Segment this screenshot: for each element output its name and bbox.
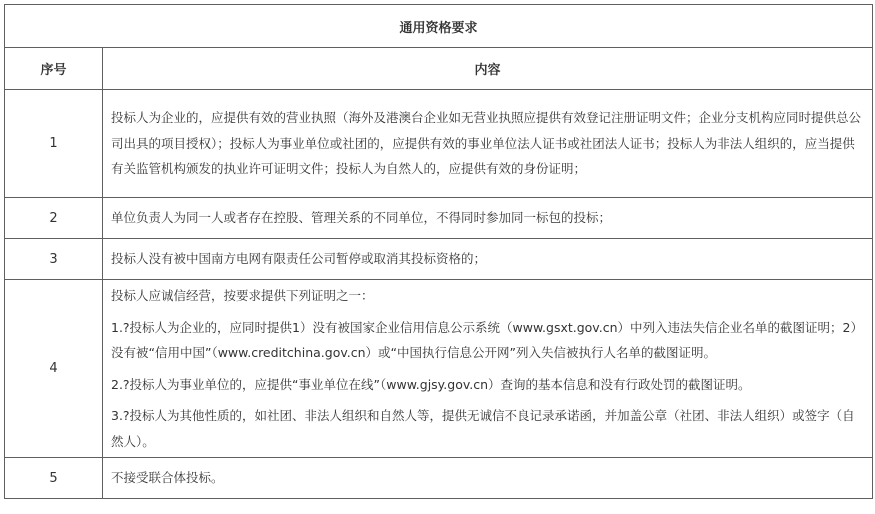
column-header-content: 内容 xyxy=(103,48,873,90)
row-content xyxy=(103,280,873,458)
row-number: 1 xyxy=(5,90,103,198)
row-content xyxy=(103,458,873,499)
table-title: 通用资格要求 xyxy=(5,5,873,48)
row-paragraph: 单位负责人为同一人或者存在控股、管理关系的不同单位，不得同时参加同一标包的投标； xyxy=(111,210,612,226)
row-content xyxy=(103,198,873,239)
row-number: 4 xyxy=(5,280,103,458)
row-paragraph: 不接受联合体投标。 xyxy=(111,470,224,486)
qualification-table xyxy=(4,4,873,499)
table-row xyxy=(5,239,873,280)
row-number: 2 xyxy=(5,198,103,239)
row-content xyxy=(103,90,873,198)
table-header-row xyxy=(5,48,873,90)
table-row xyxy=(5,280,873,458)
table-row xyxy=(5,198,873,239)
row-paragraph: 投标人应诚信经营，按要求提供下列证明之一： xyxy=(111,288,374,303)
row-paragraph: 投标人为企业的，应提供有效的营业执照（海外及港澳台企业如无营业执照应提供有效登记注册证明文件；企业分支机构应同时提供总公司出具的项目授权）；投标人为事业单位或社团的，应提供有效的事业单位法人证书或社团法人证书；投标人为非法人组织的，应当提供有关监管机构颁发的执业许可证明文件；投标人为自然人的，应提供有效的身份证明； xyxy=(111,110,862,177)
table-row xyxy=(5,90,873,198)
row-number: 5 xyxy=(5,458,103,499)
row-number: 3 xyxy=(5,239,103,280)
table-title-row xyxy=(5,5,873,48)
row-paragraph: 1.?投标人为企业的，应同时提供1）没有被国家企业信用信息公示系统（www.gsxt.gov.cn）中列入违法失信企业名单的截图证明；2）没有被“信用中国”（www.creditchina.gov.cn）或“中国执行信息公开网”列入失信被执行人名单的截图证明。 xyxy=(111,319,863,360)
row-paragraph: 3.?投标人为其他性质的，如社团、非法人组织和自然人等，提供无诚信不良记录承诺函，并加盖公章（社团、非法人组织）或签字（自然人）。 xyxy=(111,408,855,449)
table-row xyxy=(5,458,873,499)
row-content xyxy=(103,239,873,280)
column-header-no: 序号 xyxy=(5,48,103,90)
row-paragraph: 投标人没有被中国南方电网有限责任公司暂停或取消其投标资格的； xyxy=(111,251,487,267)
row-paragraph: 2.?投标人为事业单位的，应提供“事业单位在线”（www.gjsy.gov.cn）查询的基本信息和没有行政处罚的截图证明。 xyxy=(111,376,751,392)
